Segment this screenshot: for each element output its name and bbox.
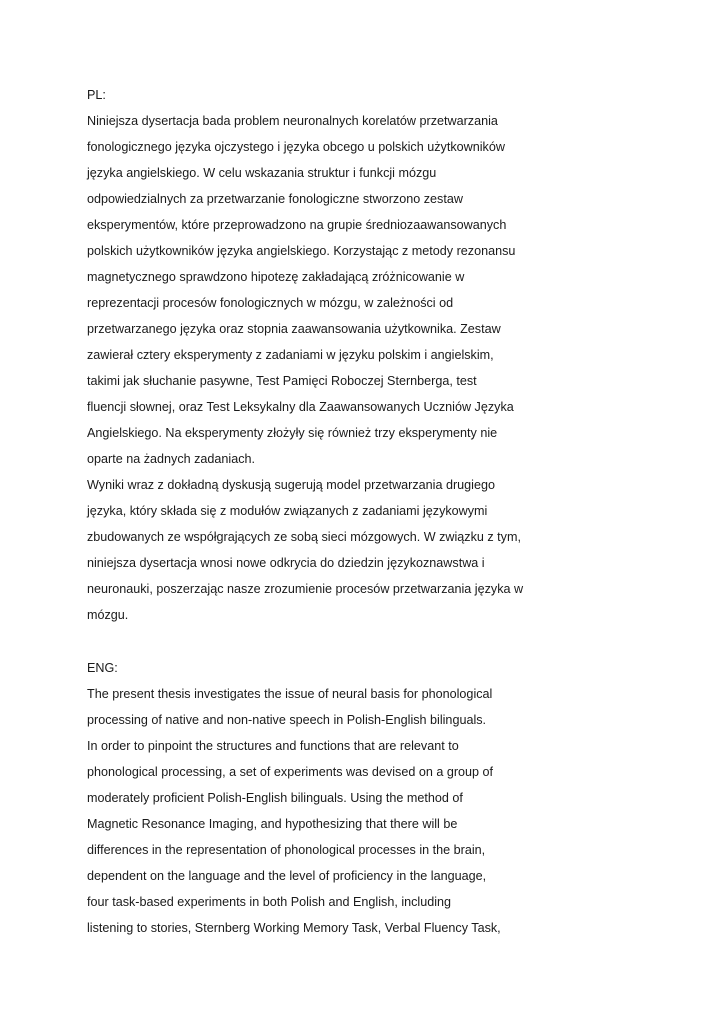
polish-line: zawierał cztery eksperymenty z zadaniami w języku polskim i angielskim, [87,348,494,362]
polish-line: niniejsza dysertacja wnosi nowe odkrycia do dziedzin językoznawstwa i [87,556,485,570]
polish-line: języka, który składa się z modułów związanych z zadaniami językowymi [87,504,488,518]
english-line: dependent on the language and the level of proficiency in the language, [87,869,487,883]
polish-line: Angielskiego. Na eksperymenty złożyły się również trzy eksperymenty nie [87,426,498,440]
english-abstract [87,655,527,941]
polish-line: reprezentacji procesów fonologicznych w mózgu, w zależności od [87,296,454,310]
polish-line: Wyniki wraz z dokładną dyskusją sugerują model przetwarzania drugiego [87,478,495,492]
english-line: four task-based experiments in both Polish and English, including [87,895,452,909]
polish-line: Niniejsza dysertacja bada problem neuronalnych korelatów przetwarzania [87,114,498,128]
english-line: listening to stories, Sternberg Working Memory Task, Verbal Fluency Task, [87,921,501,935]
polish-line: języka angielskiego. W celu wskazania struktur i funkcji mózgu [87,166,437,180]
polish-heading: PL: [87,88,106,102]
polish-line: zbudowanych ze współgrających ze sobą sieci mózgowych. W związku z tym, [87,530,521,544]
polish-line: mózgu. [87,608,129,622]
polish-line: polskich użytkowników języka angielskiego. Korzystając z metody rezonansu [87,244,516,258]
english-line: processing of native and non-native speech in Polish-English bilinguals. [87,713,487,727]
polish-abstract [87,82,527,628]
polish-line: neuronauki, poszerzając nasze zrozumienie procesów przetwarzania języka w [87,582,524,596]
english-line: phonological processing, a set of experiments was devised on a group of [87,765,494,779]
polish-line: fonologicznego języka ojczystego i języka obcego u polskich użytkowników [87,140,505,154]
polish-line: takimi jak słuchanie pasywne, Test Pamięci Roboczej Sternberga, test [87,374,477,388]
polish-line: przetwarzanego języka oraz stopnia zaawansowania użytkownika. Zestaw [87,322,501,336]
polish-line: odpowiedzialnych za przetwarzanie fonologiczne stworzono zestaw [87,192,463,206]
english-line: The present thesis investigates the issue of neural basis for phonological [87,687,493,701]
polish-line: magnetycznego sprawdzono hipotezę zakładającą zróżnicowanie w [87,270,465,284]
english-line: Magnetic Resonance Imaging, and hypothesizing that there will be [87,817,458,831]
polish-line: oparte na żadnych zadaniach. [87,452,256,466]
polish-line: eksperymentów, które przeprowadzono na grupie średniozaawansowanych [87,218,507,232]
english-line: differences in the representation of phonological processes in the brain, [87,843,486,857]
english-line: moderately proficient Polish-English bilinguals. Using the method of [87,791,463,805]
english-heading: ENG: [87,661,118,675]
english-line: In order to pinpoint the structures and functions that are relevant to [87,739,459,753]
polish-line: fluencji słownej, oraz Test Leksykalny dla Zaawansowanych Uczniów Języka [87,400,514,414]
